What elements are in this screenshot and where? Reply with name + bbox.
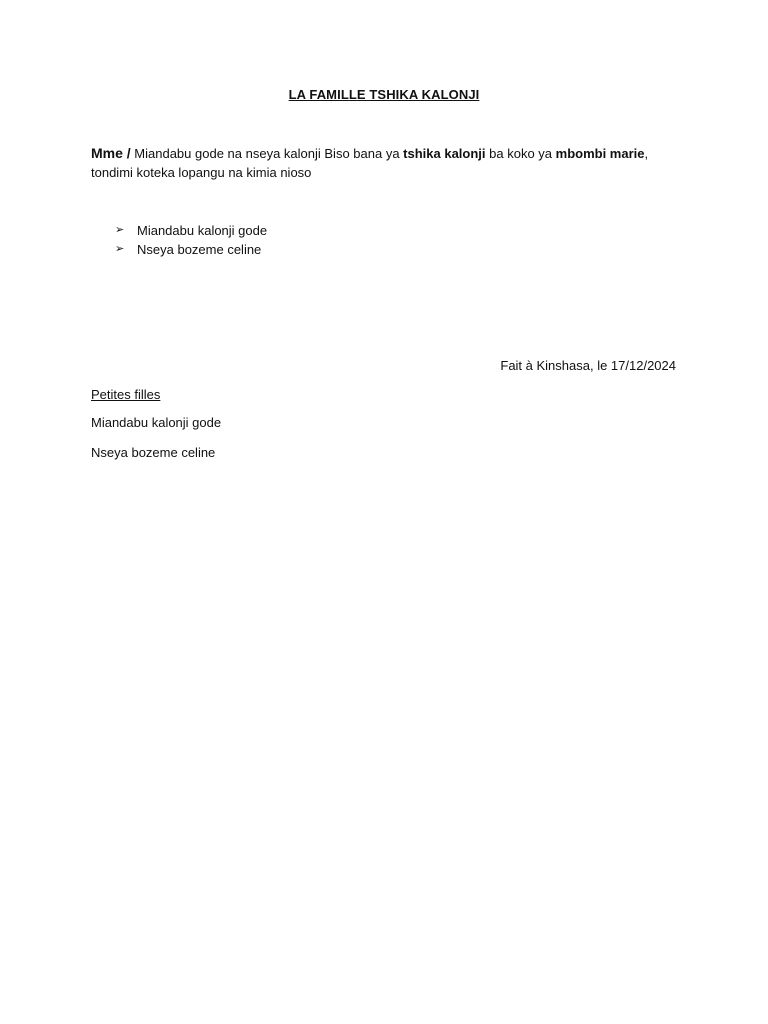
intro-text-1: Miandabu gode na nseya kalonji Biso bana ya — [130, 146, 404, 161]
arrow-bullet-icon: ➢ — [115, 224, 125, 236]
bullet-list — [115, 221, 267, 259]
name-line: Nseya bozeme celine — [91, 445, 216, 460]
list-item-text: Miandabu kalonji gode — [137, 223, 268, 238]
intro-text-3: , tondimi koteka lopangu na kimia nioso — [91, 146, 649, 180]
intro-text-2: ba koko ya — [485, 146, 556, 161]
section-heading: Petites filles — [91, 387, 161, 402]
intro-label: Mme / — [91, 145, 131, 161]
arrow-bullet-icon: ➢ — [115, 243, 125, 255]
list-item — [115, 240, 267, 259]
intro-paragraph — [91, 144, 661, 182]
list-item-text: Nseya bozeme celine — [137, 242, 262, 257]
list-item — [115, 221, 267, 240]
place-date-line: Fait à Kinshasa, le 17/12/2024 — [500, 358, 676, 373]
intro-bold-2: mbombi marie — [555, 146, 645, 161]
document-title: LA FAMILLE TSHIKA KALONJI — [288, 87, 480, 102]
intro-bold-1: tshika kalonji — [403, 146, 486, 161]
name-line: Miandabu kalonji gode — [91, 415, 222, 430]
